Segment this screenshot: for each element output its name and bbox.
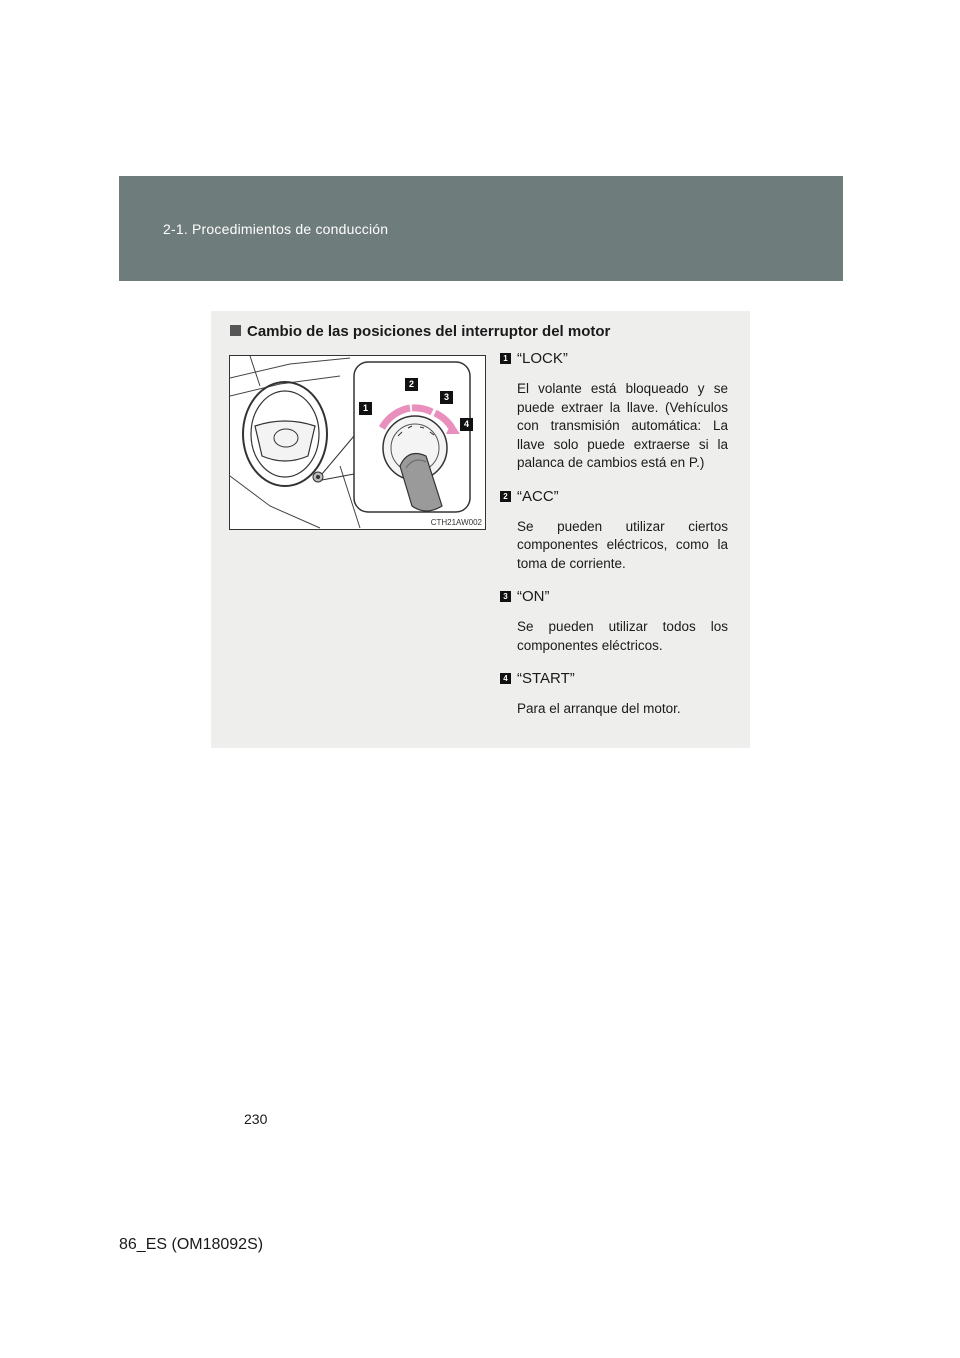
item-title: “ON” [517,588,550,605]
section-header-band [119,176,843,281]
item-title: “START” [517,670,575,687]
list-item [500,587,728,655]
item-description: El volante está bloqueado y se puede extraer la llave. (Vehículos con transmisión automática: La llave solo puede extraerse si la palanca de cambios está en P.) [517,381,728,470]
callout-1: 1 [359,402,372,415]
item-title: “LOCK” [517,350,568,367]
page-number: 230 [244,1111,268,1127]
item-number-badge: 4 [500,673,511,684]
panel-title-text: Cambio de las posiciones del interruptor del motor [247,323,611,340]
item-number-badge: 3 [500,591,511,602]
ignition-diagram [230,356,485,529]
position-list [500,349,728,733]
list-item [500,349,728,473]
item-title: “ACC” [517,487,559,505]
item-description: Para el arranque del motor. [517,701,681,716]
panel-title [230,323,610,340]
item-description: Se pueden utilizar ciertos componentes eléctricos, como la toma de corriente. [517,518,728,571]
document-code: 86_ES (OM18092S) [119,1236,264,1253]
item-number-badge: 2 [500,491,511,502]
ignition-switch-illustration [229,355,486,530]
callout-3: 3 [440,391,453,404]
list-item [500,669,728,719]
list-item [500,487,728,574]
callout-4: 4 [460,418,473,431]
callout-2: 2 [405,378,418,391]
figure-code: CTH21AW002 [430,518,482,527]
info-panel [211,311,750,748]
item-number-badge: 1 [500,353,511,364]
section-title: 2-1. Procedimientos de conducción [163,221,389,237]
item-description: Se pueden utilizar todos los componentes eléctricos. [517,619,728,653]
square-bullet-icon [230,325,241,336]
